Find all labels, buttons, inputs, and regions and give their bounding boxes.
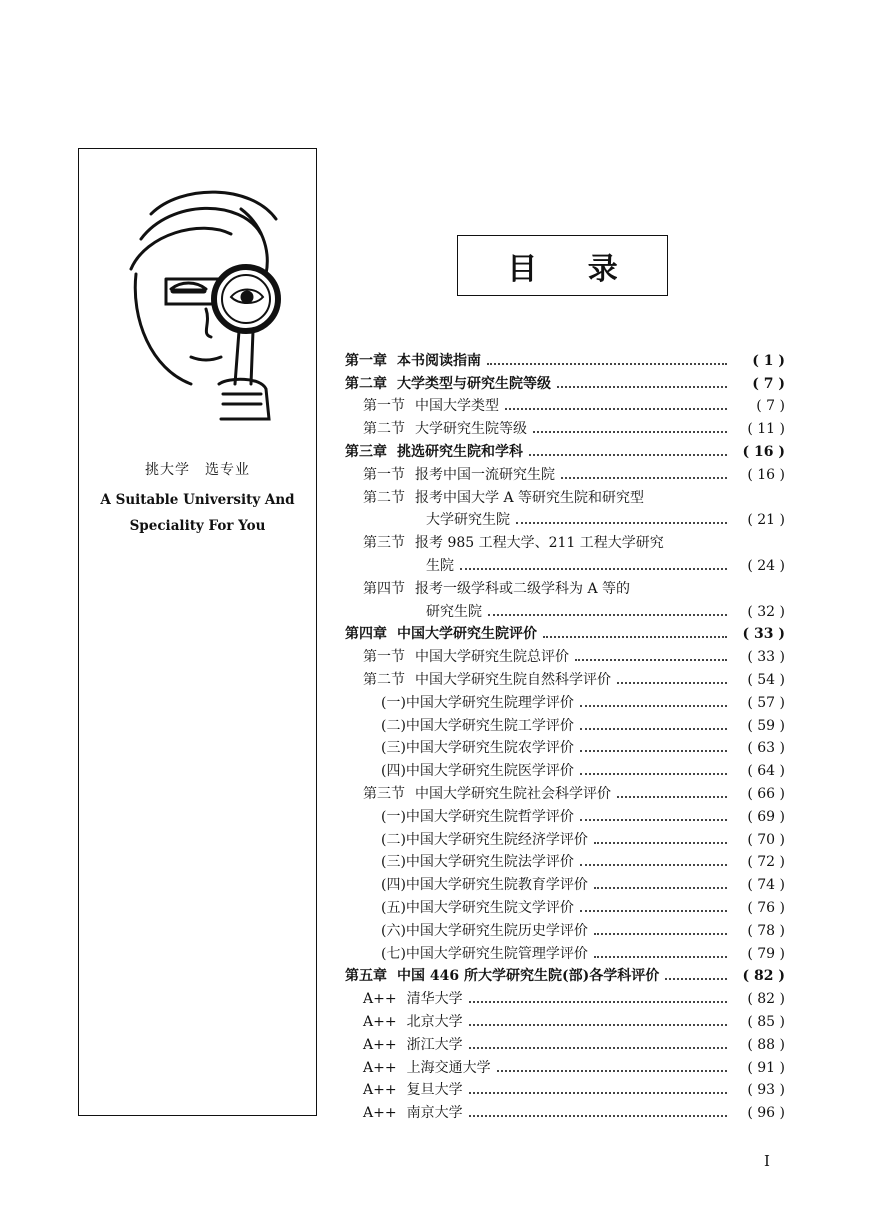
toc-entry-section[interactable] [345,393,785,416]
toc-entry-title: 上海交通大学 [406,1059,491,1076]
toc-entry-page: ( 32 ) [747,603,785,620]
toc-entry-university[interactable] [345,1031,785,1054]
toc-entry-subsection[interactable] [345,940,785,963]
dot-leader [487,363,727,365]
toc-entry-page: ( 16 ) [747,466,785,483]
dot-leader [594,887,727,889]
slogan-english-line2: Speciality For You [129,518,266,534]
toc-entry-title: 研究生院 [426,603,482,620]
toc-entry-title: (二)中国大学研究生院经济学评价 [381,831,588,848]
cover-panel [78,148,317,1116]
toc-entry-page: ( 74 ) [747,877,785,894]
toc-entry-subsection[interactable] [345,757,785,780]
dot-leader [469,1047,727,1049]
toc-entry-university[interactable] [345,1077,785,1100]
toc-entry-university[interactable] [345,1008,785,1031]
toc-entry-label: 第二章 [345,375,387,392]
page-number: I [764,1152,770,1170]
toc-entry-page: ( 78 ) [747,922,785,939]
toc-entry-subsection[interactable] [345,917,785,940]
toc-entry-section[interactable] [345,780,785,803]
dot-leader [580,728,727,730]
toc-entry-title: (六)中国大学研究生院历史学评价 [381,922,588,939]
toc-entry-page: ( 79 ) [747,945,785,962]
toc-entry-subsection[interactable] [345,712,785,735]
toc-entry-page: ( 66 ) [747,785,785,802]
toc-entry-title: (一)中国大学研究生院理学评价 [381,694,574,711]
dot-leader [533,431,727,433]
toc-entry-page: ( 82 ) [742,968,785,985]
toc-entry-label: A++ [363,1059,397,1076]
toc-entry-title: 中国大学类型 [415,398,499,415]
dot-leader [505,408,727,410]
toc-entry-title: (四)中国大学研究生院教育学评价 [381,877,588,894]
toc-entry-title: 复旦大学 [406,1082,463,1099]
dot-leader [580,819,727,821]
toc-entry-title: 中国大学研究生院总评价 [415,649,569,666]
toc-entry-title: 北京大学 [406,1013,463,1030]
toc-entry-label: A++ [363,1105,397,1122]
toc-heading: 目 录 [457,235,668,296]
toc-entry-title: (一)中国大学研究生院哲学评价 [381,808,574,825]
toc-entry-page: ( 57 ) [747,694,785,711]
dot-leader [469,1001,727,1003]
toc-entry-label: 第二节 [363,489,405,506]
toc-entry-page: ( 64 ) [747,763,785,780]
toc-entry-label: 第二节 [363,421,405,438]
toc-entry-page: ( 7 ) [752,375,785,392]
toc-entry-title: 大学研究生院等级 [415,421,527,438]
toc-entry-subsection[interactable] [345,826,785,849]
toc-entry-label: A++ [363,1013,397,1030]
toc-entry-continuation[interactable] [345,507,785,530]
toc-entry-title: 大学研究生院 [426,512,510,529]
dot-leader [594,933,727,935]
toc-entry-chapter[interactable] [345,438,785,461]
toc-entry-subsection[interactable] [345,871,785,894]
dot-leader [580,910,727,912]
toc-entry-page: ( 76 ) [747,899,785,916]
toc-entry-page: ( 91 ) [747,1059,785,1076]
dot-leader [557,386,727,388]
slogan-chinese: 挑大学 选专业 [145,462,250,478]
toc-entry-section[interactable] [345,484,785,507]
toc-entry-page: ( 85 ) [747,1013,785,1030]
toc-entry-title: 浙江大学 [406,1036,463,1053]
toc-entry-subsection[interactable] [345,735,785,758]
toc-entry-page: ( 7 ) [756,398,785,415]
dot-leader [529,454,727,456]
toc-entry-page: ( 96 ) [747,1105,785,1122]
toc-entry-label: A++ [363,1036,397,1053]
toc-entry-subsection[interactable] [345,689,785,712]
dot-leader [580,773,727,775]
toc-entry-continuation[interactable] [345,598,785,621]
toc-entry-university[interactable] [345,1054,785,1077]
toc-entry-subsection[interactable] [345,894,785,917]
toc-entry-label: 第二节 [363,671,405,688]
table-of-contents [345,347,785,1122]
dot-leader [561,477,727,479]
toc-entry-page: ( 54 ) [747,671,785,688]
toc-entry-page: ( 93 ) [747,1082,785,1099]
dot-leader [594,842,727,844]
toc-entry-label: 第一节 [363,649,405,666]
toc-entry-page: ( 72 ) [747,854,785,871]
toc-entry-chapter[interactable] [345,621,785,644]
slogan-english [79,487,316,539]
toc-entry-title: 报考中国一流研究生院 [415,466,555,483]
toc-entry-continuation[interactable] [345,552,785,575]
toc-entry-title: (五)中国大学研究生院文学评价 [381,899,574,916]
dot-leader [488,614,727,616]
dot-leader [617,682,727,684]
toc-entry-title: 清华大学 [406,991,463,1008]
dot-leader [516,522,727,524]
dot-leader [543,636,727,638]
toc-entry-label: 第三节 [363,535,405,552]
dot-leader [617,796,727,798]
toc-entry-title: 中国大学研究生院社会科学评价 [415,785,611,802]
toc-entry-label: 第一节 [363,398,405,415]
dot-leader [580,864,727,866]
toc-entry-title: 中国大学研究生院自然科学评价 [415,671,611,688]
toc-entry-page: ( 33 ) [747,649,785,666]
toc-entry-label: A++ [363,991,397,1008]
dot-leader [469,1092,727,1094]
toc-entry-page: ( 59 ) [747,717,785,734]
toc-entry-page: ( 24 ) [747,557,785,574]
toc-entry-title: (二)中国大学研究生院工学评价 [381,717,574,734]
toc-entry-page: ( 70 ) [747,831,785,848]
dot-leader [497,1070,727,1072]
dot-leader [460,568,727,570]
dot-leader [594,956,727,958]
toc-entry-page: ( 16 ) [742,443,785,460]
toc-entry-page: ( 33 ) [742,626,785,643]
toc-entry-label: 第四节 [363,580,405,597]
toc-entry-page: ( 69 ) [747,808,785,825]
toc-entry-page: ( 63 ) [747,740,785,757]
toc-entry-title: 挑选研究生院和学科 [397,443,523,460]
toc-entry-title: 报考中国大学 A 等研究生院和研究型 [415,489,645,506]
toc-entry-title: (四)中国大学研究生院医学评价 [381,763,574,780]
toc-entry-label: 第三节 [363,785,405,802]
toc-entry-university[interactable] [345,985,785,1008]
toc-entry-section[interactable] [345,529,785,552]
toc-entry-title: 中国 446 所大学研究生院(部)各学科评价 [397,968,660,985]
toc-entry-title: 南京大学 [406,1105,463,1122]
toc-entry-title: (三)中国大学研究生院农学评价 [381,740,574,757]
toc-entry-page: ( 1 ) [752,352,785,369]
toc-entry-page: ( 88 ) [747,1036,785,1053]
slogan-english-line1: A Suitable University And [100,492,295,508]
toc-entry-section[interactable] [345,415,785,438]
toc-entry-label: 第一节 [363,466,405,483]
toc-entry-section[interactable] [345,575,785,598]
toc-entry-title: 报考一级学科或二级学科为 A 等的 [415,580,631,597]
dot-leader [469,1024,727,1026]
toc-entry-page: ( 82 ) [747,991,785,1008]
toc-entry-title: (七)中国大学研究生院管理学评价 [381,945,588,962]
toc-entry-page: ( 21 ) [747,512,785,529]
magnifier-portrait-illustration [111,179,291,429]
toc-entry-title: 大学类型与研究生院等级 [397,375,551,392]
dot-leader [665,978,727,980]
toc-entry-subsection[interactable] [345,803,785,826]
toc-entry-section[interactable] [345,666,785,689]
toc-entry-title: 报考 985 工程大学、211 工程大学研究 [415,535,664,552]
dot-leader [575,659,727,661]
toc-entry-label: 第一章 [345,352,387,369]
dot-leader [580,705,727,707]
toc-entry-section[interactable] [345,461,785,484]
toc-entry-chapter[interactable] [345,963,785,986]
toc-entry-label: 第三章 [345,443,387,460]
toc-entry-title: (三)中国大学研究生院法学评价 [381,854,574,871]
dot-leader [469,1115,727,1117]
toc-entry-label: 第四章 [345,626,387,643]
toc-entry-chapter[interactable] [345,370,785,393]
toc-entry-label: A++ [363,1082,397,1099]
dot-leader [580,750,727,752]
toc-entry-section[interactable] [345,643,785,666]
toc-entry-label: 第五章 [345,968,387,985]
toc-entry-page: ( 11 ) [747,421,785,438]
toc-entry-chapter[interactable] [345,347,785,370]
toc-entry-university[interactable] [345,1099,785,1122]
toc-entry-title: 生院 [426,557,454,574]
toc-entry-subsection[interactable] [345,849,785,872]
toc-entry-title: 中国大学研究生院评价 [397,626,537,643]
toc-entry-title: 本书阅读指南 [397,352,481,369]
